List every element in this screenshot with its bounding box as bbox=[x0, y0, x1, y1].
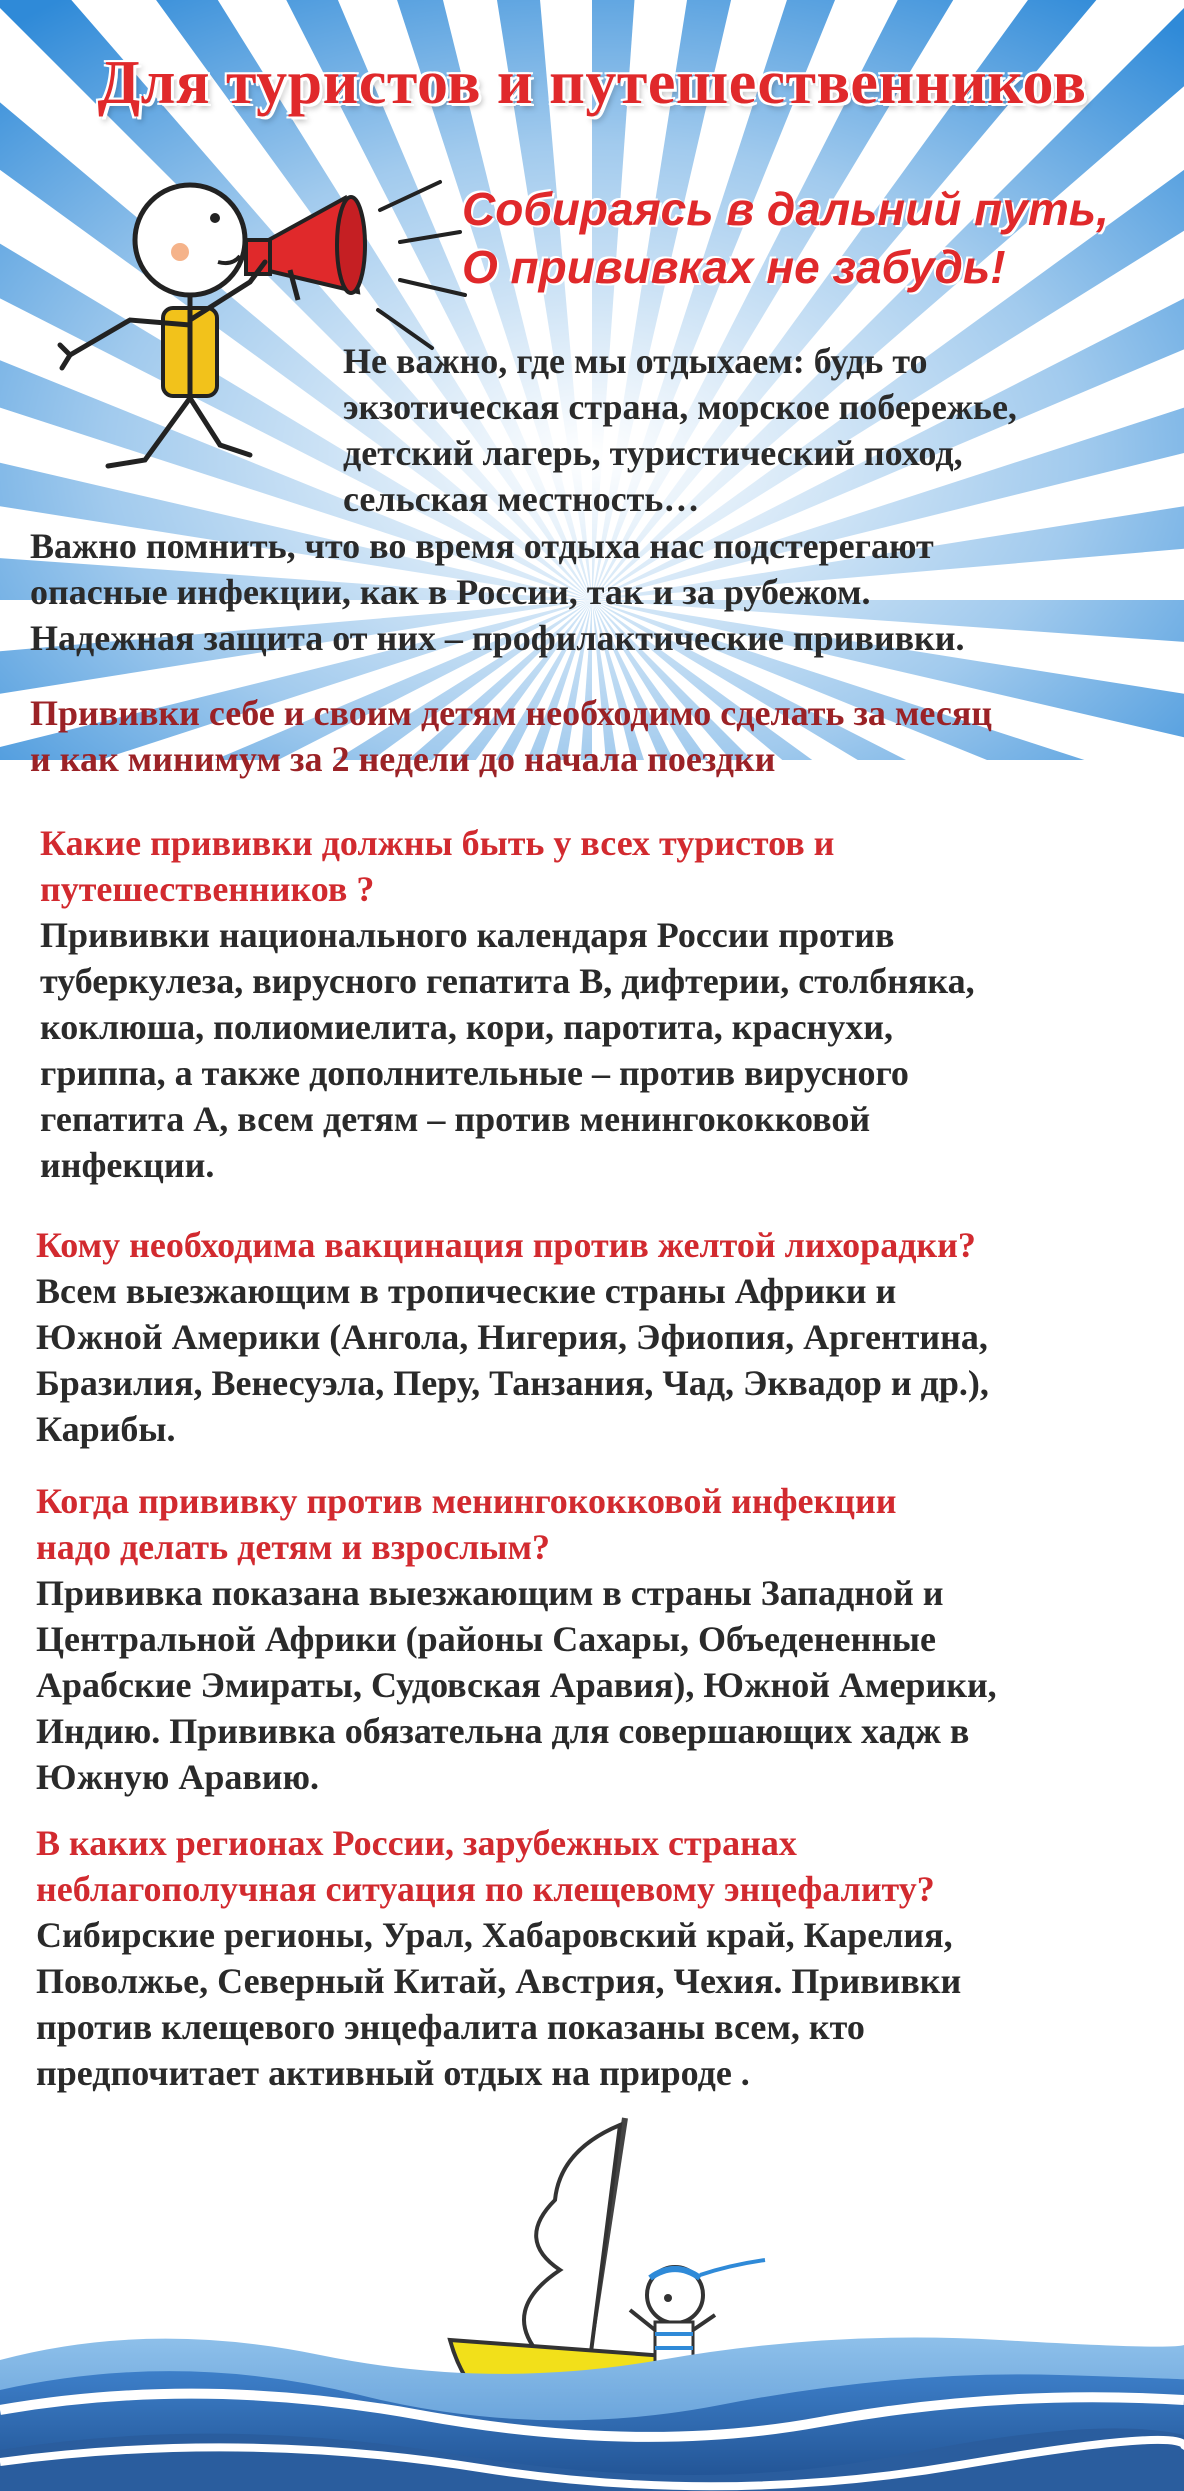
faq-question: Когда прививку против менингококковой инфекции надо делать детям и взрослым? bbox=[36, 1481, 897, 1567]
important-line: опасные инфекции, как в России, так и за рубежом. bbox=[30, 572, 871, 612]
intro-line: экзотическая страна, морское побережье, bbox=[343, 387, 1017, 427]
faq-answer: Сибирские регионы, Урал, Хабаровский край, Карелия, Поволжье, Северный Китай, Австрия, Чехия. Прививки против клещевого энцефалита показаны всем, кто предпочитает активный отдых на природе . bbox=[36, 1915, 962, 2093]
important-line: Надежная защита от них – профилактические прививки. bbox=[30, 618, 965, 658]
intro-line: детский лагерь, туристический поход, bbox=[343, 433, 963, 473]
faq-answer: Всем выезжающим в тропические страны Африки и Южной Америки (Ангола, Нигерия, Эфиопия, Аргентина, Бразилия, Венесуэла, Перу, Танзания, Чад, Эквадор и др.), Карибы. bbox=[36, 1271, 989, 1449]
important-paragraph bbox=[30, 523, 1170, 661]
faq-section-meningococcal bbox=[36, 1478, 1176, 1800]
faq-answer: Прививки национального календаря России против туберкулеза, вирусного гепатита В, дифтерии, столбняка, коклюша, полиомиелита, кори, паротита, краснухи, гриппа, а также дополнительные – против вирусного гепатита А, всем детям – против менингококковой инфекции. bbox=[40, 915, 975, 1185]
faq-question: В каких регионах России, зарубежных странах неблагополучная ситуация по клещевому энцефалиту? bbox=[36, 1823, 935, 1909]
faq-answer: Прививка показана выезжающим в страны Западной и Центральной Африки (районы Сахары, Объедененные Арабские Эмираты, Судовская Аравия), Южной Америки, Индию. Прививка обязательна для совершающих хадж в Южную Аравию. bbox=[36, 1573, 997, 1797]
faq-section-yellow-fever bbox=[36, 1222, 1176, 1452]
timing-line: Прививки себе и своим детям необходимо сделать за месяц bbox=[30, 693, 993, 733]
intro-line: Не важно, где мы отдыхаем: будь то bbox=[343, 341, 928, 381]
faq-question: Кому необходима вакцинация против желтой лихорадки? bbox=[36, 1225, 976, 1265]
intro-text bbox=[343, 338, 1143, 522]
faq-section-tick-encephalitis bbox=[36, 1820, 1176, 2096]
slogan bbox=[462, 180, 1182, 296]
important-line: Важно помнить, что во время отдыха нас подстерегают bbox=[30, 526, 934, 566]
faq-question: Какие прививки должны быть у всех туристов и путешественников ? bbox=[40, 823, 835, 909]
poster-title: Для туристов и путешественников bbox=[97, 49, 1087, 117]
timing-line: и как минимум за 2 недели до начала поездки bbox=[30, 739, 776, 779]
sea-waves-illustration bbox=[0, 2110, 1184, 2491]
faq-section-all-tourists bbox=[40, 820, 1160, 1188]
intro-line: сельская местность… bbox=[343, 479, 700, 519]
slogan-line-2: О прививках не забудь! bbox=[462, 241, 1006, 293]
slogan-line-1: Собираясь в дальний путь, bbox=[462, 183, 1109, 235]
timing-notice bbox=[30, 690, 1170, 782]
